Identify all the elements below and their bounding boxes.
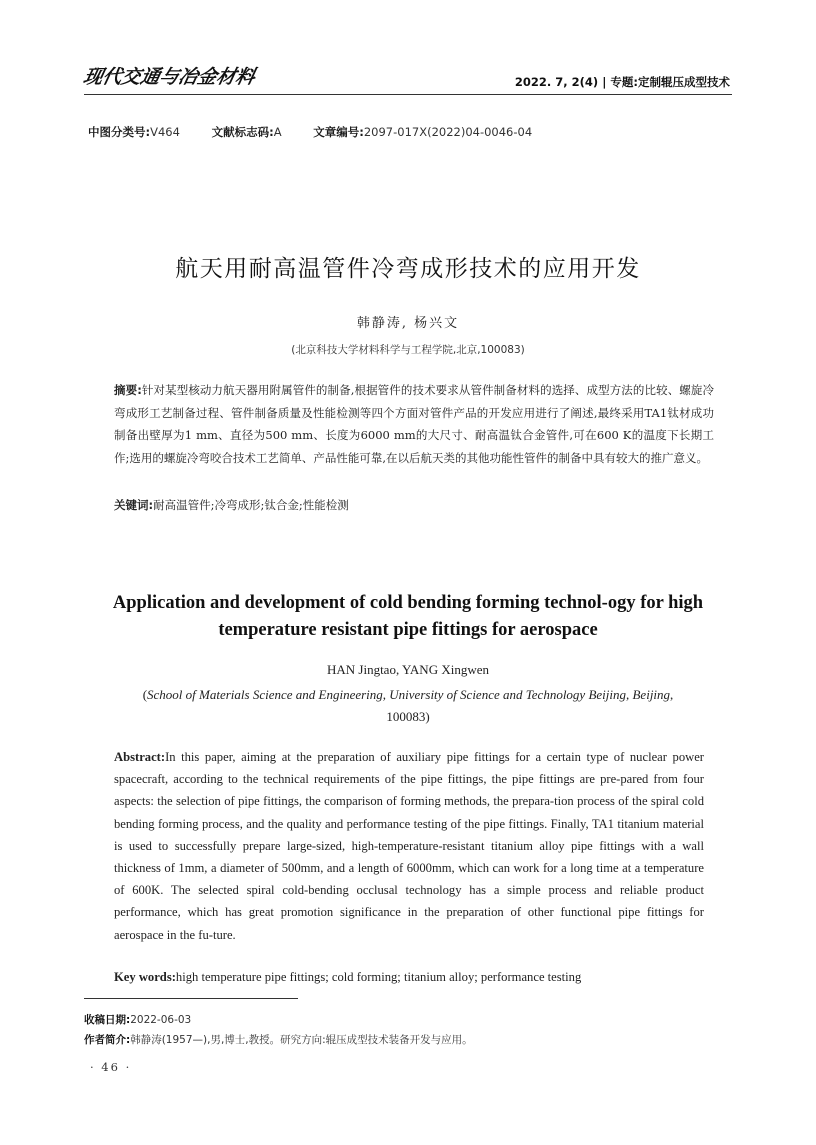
- cn-keywords-text: 耐高温管件;冷弯成形;钛合金;性能检测: [153, 498, 349, 512]
- footnote-author: [84, 1032, 473, 1047]
- en-title: Application and development of cold bending forming technol-ogy for high temperature resistant pipe fittings for aerospace: [112, 593, 704, 640]
- cn-title: 航天用耐高温管件冷弯成形技术的应用开发: [175, 256, 641, 282]
- cn-abstract-label: 摘要:: [114, 383, 142, 397]
- footnote-divider: [84, 998, 298, 999]
- class-value: V464: [150, 125, 180, 139]
- en-abstract: [114, 746, 704, 946]
- page-number: · 46 ·: [90, 1060, 132, 1074]
- en-affiliation: [120, 684, 696, 728]
- en-affiliation-close: , 100083): [386, 687, 674, 724]
- en-keywords: [114, 970, 714, 985]
- cn-keywords-label: 关键词:: [114, 498, 154, 512]
- en-keywords-text: high temperature pipe fittings; cold forming; titanium alloy; performance testing: [175, 970, 582, 984]
- class-label: 中图分类号:: [88, 125, 151, 139]
- author-bio-label: 作者简介:: [84, 1034, 131, 1046]
- en-affiliation-open: (: [142, 687, 148, 702]
- cn-affiliation: (北京科技大学材料科学与工程学院,北京,100083): [291, 344, 525, 356]
- header-divider: [84, 94, 732, 95]
- en-abstract-label: Abstract:: [114, 750, 166, 764]
- received-label: 收稿日期:: [84, 1014, 131, 1026]
- cn-keywords: [114, 497, 714, 513]
- received-value: 2022-06-03: [130, 1014, 192, 1026]
- footnote-received: [84, 1012, 191, 1027]
- article-meta: [88, 124, 560, 140]
- doc-code-value: A: [273, 125, 282, 139]
- journal-logo: 现代交通与冶金材料: [81, 66, 258, 88]
- author-bio-value: 韩静涛(1957—),男,博士,教授。研究方向:辊压成型技术装备开发与应用。: [130, 1034, 473, 1046]
- doc-code-label: 文献标志码:: [211, 125, 274, 139]
- en-keywords-label: Key words:: [114, 970, 176, 984]
- en-abstract-text: In this paper, aiming at the preparation of auxiliary pipe fittings for a certain type of nuclear power spacecraft, according to the technical requirements of the pipe fittings, the pipe fittings are pre-pared from four aspects: the selection of pipe fittings, the comparison of forming methods, the prepara-tion process of the spiral cold bending forming process, and the quality and performance testing of the pipe fittings. Finally, TA1 titanium material is used to successfully prepare large-sized, high-temperature-resistant titanium alloy pipe fittings with a wall thickness of 1mm, a diameter of 500mm, and a length of 6000mm, which can work for a long time at a temperature of 600K. The selected spiral cold-bending occlusal technology has a simple process and reliable product performance, which has great promotion significance in the preparation of other functional pipe fittings for aerospace in the fu-ture.: [114, 750, 704, 942]
- en-authors: HAN Jingtao, YANG Xingwen: [326, 662, 489, 677]
- article-number-label: 文章编号:: [313, 125, 364, 139]
- cn-abstract: [114, 379, 714, 469]
- issue-info: 2022. 7, 2(4) | 专题:定制辊压成型技术: [514, 75, 730, 89]
- cn-abstract-text: 针对某型核动力航天器用附属管件的制备,根据管件的技术要求从管件制备材料的选择、成型方法的比较、螺旋冷弯成形工艺制备过程、管件制备质量及性能检测等四个方面对管件产品的开发应用进行了阐述,最终采用TA1钛材成功制备出壁厚为1 mm、直径为500 mm、长度为6000 mm的大尺寸、耐高温钛合金管件,可在600 K的温度下长期工作;选用的螺旋冷弯咬合技术工艺简单、产品性能可靠,在以后航天类的其他功能性管件的制备中具有较大的推广意义。: [114, 383, 714, 465]
- en-affiliation-text: School of Materials Science and Engineering, University of Science and Technology Beijing, Beijing: [147, 687, 671, 702]
- article-number-value: 2097-017X(2022)04-0046-04: [363, 125, 533, 139]
- cn-authors: 韩静涛, 杨兴文: [356, 316, 460, 331]
